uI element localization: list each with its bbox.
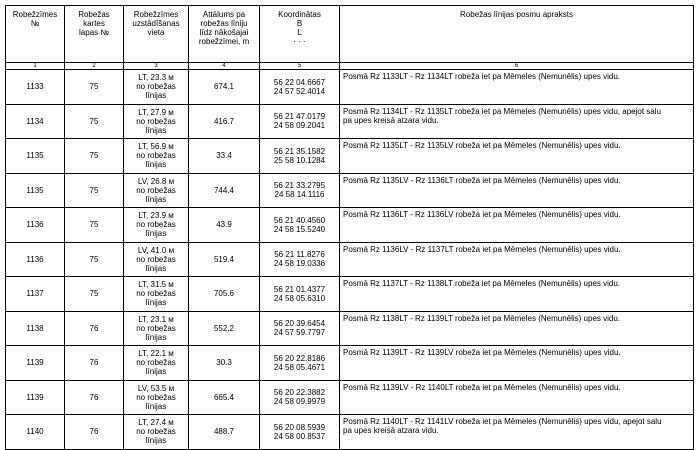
coordinate-b: 56 22 04.6667 <box>273 77 326 87</box>
map-sheet-cell: 75 <box>65 242 124 277</box>
coordinate-l: 24 58 05.6310 <box>273 293 326 303</box>
installation-place-cell: LT, 23.9 м no robežas līnijas <box>124 208 189 243</box>
map-sheet-cell: 75 <box>65 277 124 312</box>
coordinates-cell <box>260 415 340 450</box>
coordinates-cell <box>260 104 340 139</box>
marker-number-cell: 1137 <box>6 277 65 312</box>
coordinate-l: 24 58 05.4671 <box>273 362 326 372</box>
table-row <box>6 415 694 450</box>
boundary-table <box>5 5 694 450</box>
description-cell: Posmā Rz 1137LT - Rz 1138LT robeža iet pa Mēmeles (Nemunēlis) upes vidu. <box>340 277 694 312</box>
coordinate-b: 56 20 39.6454 <box>273 319 326 329</box>
table-row <box>6 380 694 415</box>
description-cell: Posmā Rz 1135LT - Rz 1135LV robeža iet pa Mēmeles (Nemunēlis) upes vidu. <box>340 139 694 174</box>
marker-number-cell: 1136 <box>6 208 65 243</box>
coordinates-cell <box>260 208 340 243</box>
column-number: 2 <box>65 63 124 70</box>
header-distance: Attālums pa robežas līniju līdz nākošajai robežzīmei, m <box>189 6 260 63</box>
distance-cell: 30.3 <box>189 346 260 381</box>
installation-place-cell: LT, 23.3 м no robežas līnijas <box>124 70 189 105</box>
coordinates-cell <box>260 173 340 208</box>
distance-cell: 552.2 <box>189 311 260 346</box>
marker-number-cell: 1133 <box>6 70 65 105</box>
description-cell: Posmā Rz 1138LT - Rz 1139LT robeža iet pa Mēmeles (Nemunēlis) upes vidu. <box>340 311 694 346</box>
coordinates-cell <box>260 139 340 174</box>
description-cell: Posmā Rz 1133LT - Rz 1134LT robeža iet pa Mēmeles (Nemunēlis) upes vidu. <box>340 70 694 105</box>
header-coordinates: Koordinātas B L · · · <box>260 6 340 63</box>
table-row <box>6 139 694 174</box>
description-cell: Posmā Rz 1139LV - Rz 1140LT robeža iet pa Mēmeles (Nemunēlis) upes vidu. <box>340 380 694 415</box>
table-row <box>6 208 694 243</box>
coordinate-b: 56 21 33.2795 <box>273 181 326 191</box>
table-row <box>6 173 694 208</box>
map-sheet-cell: 76 <box>65 380 124 415</box>
coordinates-cell <box>260 346 340 381</box>
distance-cell: 488.7 <box>189 415 260 450</box>
map-sheet-cell: 75 <box>65 173 124 208</box>
installation-place-cell: LV, 41.0 м no robežas līnijas <box>124 242 189 277</box>
distance-cell: 416.7 <box>189 104 260 139</box>
coordinates-cell <box>260 70 340 105</box>
map-sheet-cell: 76 <box>65 415 124 450</box>
description-cell: Posmā Rz 1135LV - Rz 1136LT robeža iet pa Mēmeles (Nemunēlis) upes vidu. <box>340 173 694 208</box>
coordinate-l: 24 58 15.5240 <box>273 224 326 234</box>
coordinate-l: 24 58 09.2041 <box>273 121 326 131</box>
coordinate-l: 24 58 09.9979 <box>273 397 326 407</box>
description-cell: Posmā Rz 1136LV - Rz 1137LT robeža iet pa Mēmeles (Nemunēlis) upes vidu. <box>340 242 694 277</box>
description-cell: Posmā Rz 1140LT - Rz 1141LV robeža iet pa Mēmeles (Nemunēlis) upes vidu, apejot salu pa upes kreisā atzara vidu. <box>340 415 694 450</box>
marker-number-cell: 1135 <box>6 173 65 208</box>
header-marker-number: Robežzīmes № <box>6 6 65 63</box>
coordinate-b: 56 20 22.3882 <box>273 388 326 398</box>
distance-cell: 674.1 <box>189 70 260 105</box>
coordinate-l: 24 58 14.1116 <box>274 190 325 200</box>
distance-cell: 665.4 <box>189 380 260 415</box>
installation-place-cell: LT, 31.5 м no robežas līnijas <box>124 277 189 312</box>
coordinates-cell <box>260 277 340 312</box>
table-row <box>6 346 694 381</box>
distance-cell: 705.6 <box>189 277 260 312</box>
distance-cell: 744.4 <box>189 173 260 208</box>
coordinate-b: 56 21 40.4560 <box>273 215 326 225</box>
table-row <box>6 277 694 312</box>
coordinates-cell <box>260 311 340 346</box>
map-sheet-cell: 75 <box>65 70 124 105</box>
coordinate-b: 56 21 01.4377 <box>273 284 326 294</box>
map-sheet-cell: 75 <box>65 139 124 174</box>
distance-cell: 43.9 <box>189 208 260 243</box>
installation-place-cell: LT, 22.1 м no robežas līnijas <box>124 346 189 381</box>
table-row <box>6 311 694 346</box>
installation-place-cell: LT, 27.4 м no robežas līnijas <box>124 415 189 450</box>
description-cell: Posmā Rz 1139LT - Rz 1139LV robeža iet pa Mēmeles (Nemunēlis) upes vidu. <box>340 346 694 381</box>
installation-place-cell: LT, 27.9 м no robežas līnijas <box>124 104 189 139</box>
column-number: 3 <box>124 63 189 70</box>
coordinate-b: 56 20 22.8186 <box>273 353 326 363</box>
installation-place-cell: LV, 26.8 м no robežas līnijas <box>124 173 189 208</box>
column-number: 6 <box>340 63 694 70</box>
header-row <box>6 6 694 63</box>
map-sheet-cell: 75 <box>65 208 124 243</box>
description-cell: Posmā Rz 1136LT - Rz 1136LV robeža iet pa Mēmeles (Nemunēlis) upes vidu. <box>340 208 694 243</box>
installation-place-cell: LT, 56.9 м no robežas līnijas <box>124 139 189 174</box>
coordinate-l: 24 58 19.0336 <box>273 259 326 269</box>
marker-number-cell: 1138 <box>6 311 65 346</box>
marker-number-cell: 1136 <box>6 242 65 277</box>
coordinate-l: 24 58 00.8537 <box>273 431 326 441</box>
header-map-sheet: Robežas kartes lapas № <box>65 6 124 63</box>
table-row <box>6 70 694 105</box>
header-description: Robežas līnijas posmu apraksts <box>340 6 694 63</box>
installation-place-cell: LT, 23.1 м no robežas līnijas <box>124 311 189 346</box>
column-number: 5 <box>260 63 340 70</box>
map-sheet-cell: 75 <box>65 104 124 139</box>
marker-number-cell: 1140 <box>6 415 65 450</box>
map-sheet-cell: 76 <box>65 346 124 381</box>
marker-number-cell: 1139 <box>6 380 65 415</box>
map-sheet-cell: 76 <box>65 311 124 346</box>
coordinates-cell <box>260 380 340 415</box>
coordinate-b: 56 21 47.0179 <box>273 112 326 122</box>
header-installation-place: Robežzīmes uzstādīšanas vieta <box>124 6 189 63</box>
marker-number-cell: 1134 <box>6 104 65 139</box>
coordinate-b: 56 20 08.5939 <box>273 422 326 432</box>
coordinate-l: 24 57 59.7797 <box>273 328 326 338</box>
table-row <box>6 104 694 139</box>
column-number-row <box>6 63 694 70</box>
column-number: 4 <box>189 63 260 70</box>
coordinate-l: 24 57 52.4014 <box>273 86 326 96</box>
installation-place-cell: LV, 53.5 м no robežas līnijas <box>124 380 189 415</box>
column-number: 1 <box>6 63 65 70</box>
distance-cell: 33.4 <box>189 139 260 174</box>
coordinate-l: 25 58 10.1284 <box>273 155 326 165</box>
coordinates-cell <box>260 242 340 277</box>
table-row <box>6 242 694 277</box>
marker-number-cell: 1139 <box>6 346 65 381</box>
marker-number-cell: 1135 <box>6 139 65 174</box>
coordinate-b: 56 21 11.8276 <box>274 250 325 260</box>
coordinate-b: 56 21 35.1582 <box>273 146 326 156</box>
distance-cell: 519.4 <box>189 242 260 277</box>
description-cell: Posmā Rz 1134LT - Rz 1135LT robeža iet pa Mēmeles (Nemunēlis) upes vidu, apejot salu pa upes kreisā atzara vidu. <box>340 104 694 139</box>
